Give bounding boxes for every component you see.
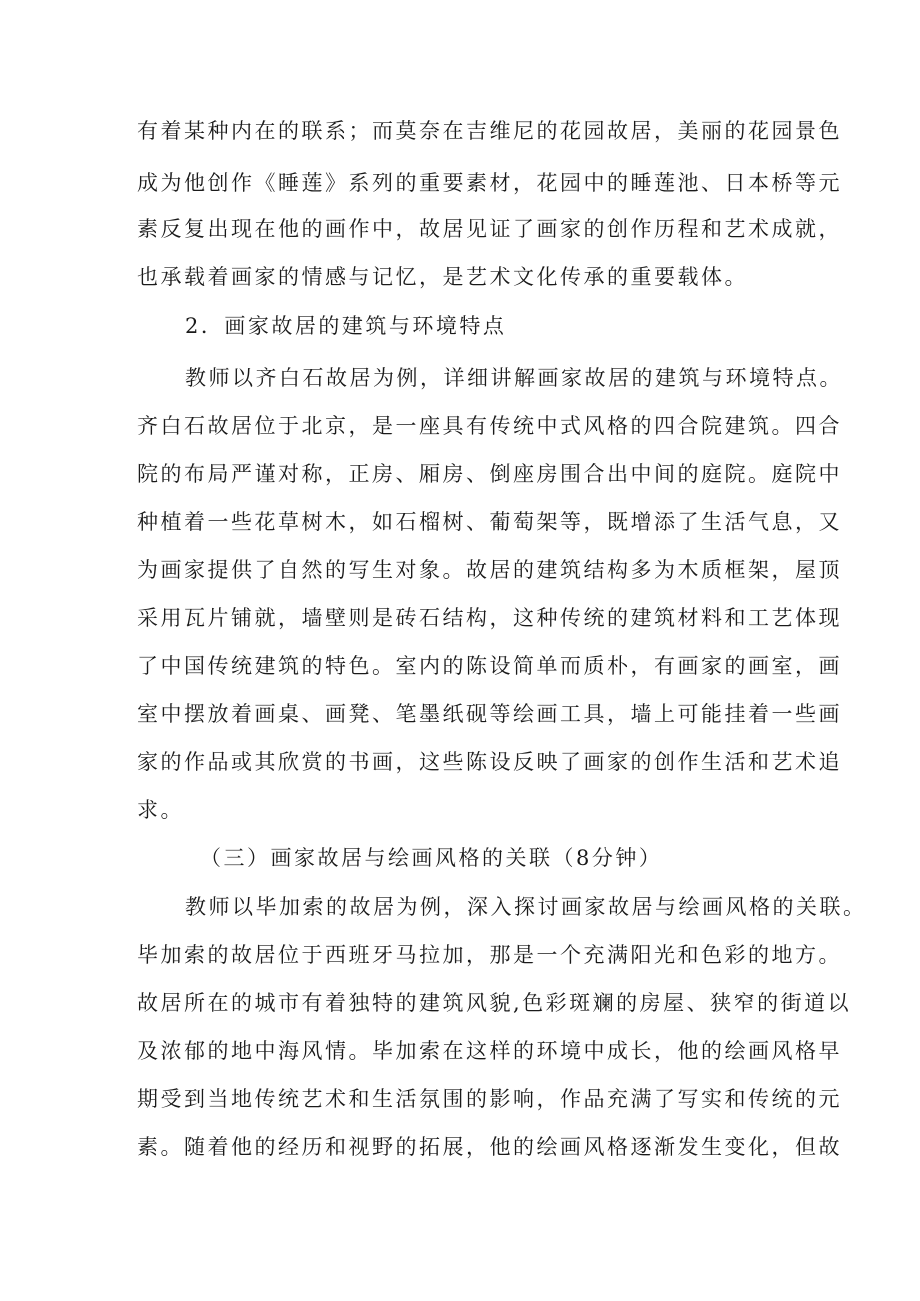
body-text-line: 成为他创作《睡莲》系列的重要素材，花园中的睡莲池、日本桥等元 [137,171,842,195]
body-text-line: 齐白石故居位于北京，是一座具有传统中式风格的四合院建筑。四合 [137,414,842,438]
body-text-line: 室中摆放着画桌、画凳、笔墨纸砚等绘画工具，墙上可能挂着一些画 [137,702,842,726]
body-text-line: 毕加索的故居位于西班牙马拉加，那是一个充满阳光和色彩的地方。 [137,943,842,967]
section-heading: （三）画家故居与绘画风格的关联（8分钟） [200,846,663,870]
body-text-line: 期受到当地传统艺术和生活氛围的影响，作品充满了写实和传统的元 [137,1087,842,1111]
body-text-line: 有着某种内在的联系；而莫奈在吉维尼的花园故居，美丽的花园景色 [137,119,842,143]
body-text-line: 故居所在的城市有着独特的建筑风貌,色彩斑斓的房屋、狭窄的街道以 [137,991,852,1015]
body-text-line: 教师以毕加索的故居为例，深入探讨画家故居与绘画风格的关联。 [185,895,867,919]
body-text-line: 素反复出现在他的画作中，故居见证了画家的创作历程和艺术成就， [137,217,842,241]
body-text-line: 求。 [137,798,184,822]
body-text-line: 采用瓦片铺就，墙壁则是砖石结构，这种传统的建筑材料和工艺体现 [137,606,842,630]
body-text-line: 为画家提供了自然的写生对象。故居的建筑结构多为木质框架，屋顶 [137,558,842,582]
body-text-line: 及浓郁的地中海风情。毕加索在这样的环境中成长，他的绘画风格早 [137,1039,842,1063]
body-text-line: 了中国传统建筑的特色。室内的陈设简单而质朴，有画家的画室，画 [137,654,842,678]
body-text-line: 素。随着他的经历和视野的拓展，他的绘画风格逐渐发生变化，但故 [137,1135,842,1159]
body-text-line: 也承载着画家的情感与记忆，是艺术文化传承的重要载体。 [137,265,748,289]
body-text-line: 教师以齐白石故居为例，详细讲解画家故居的建筑与环境特点。 [185,366,843,390]
body-text-line: 院的布局严谨对称，正房、厢房、倒座房围合出中间的庭院。庭院中 [137,462,842,486]
section-heading: 2．画家故居的建筑与环境特点 [185,314,507,338]
body-text-line: 家的作品或其欣赏的书画，这些陈设反映了画家的创作生活和艺术追 [137,750,842,774]
body-text-line: 种植着一些花草树木，如石榴树、葡萄架等，既增添了生活气息，又 [137,510,842,534]
